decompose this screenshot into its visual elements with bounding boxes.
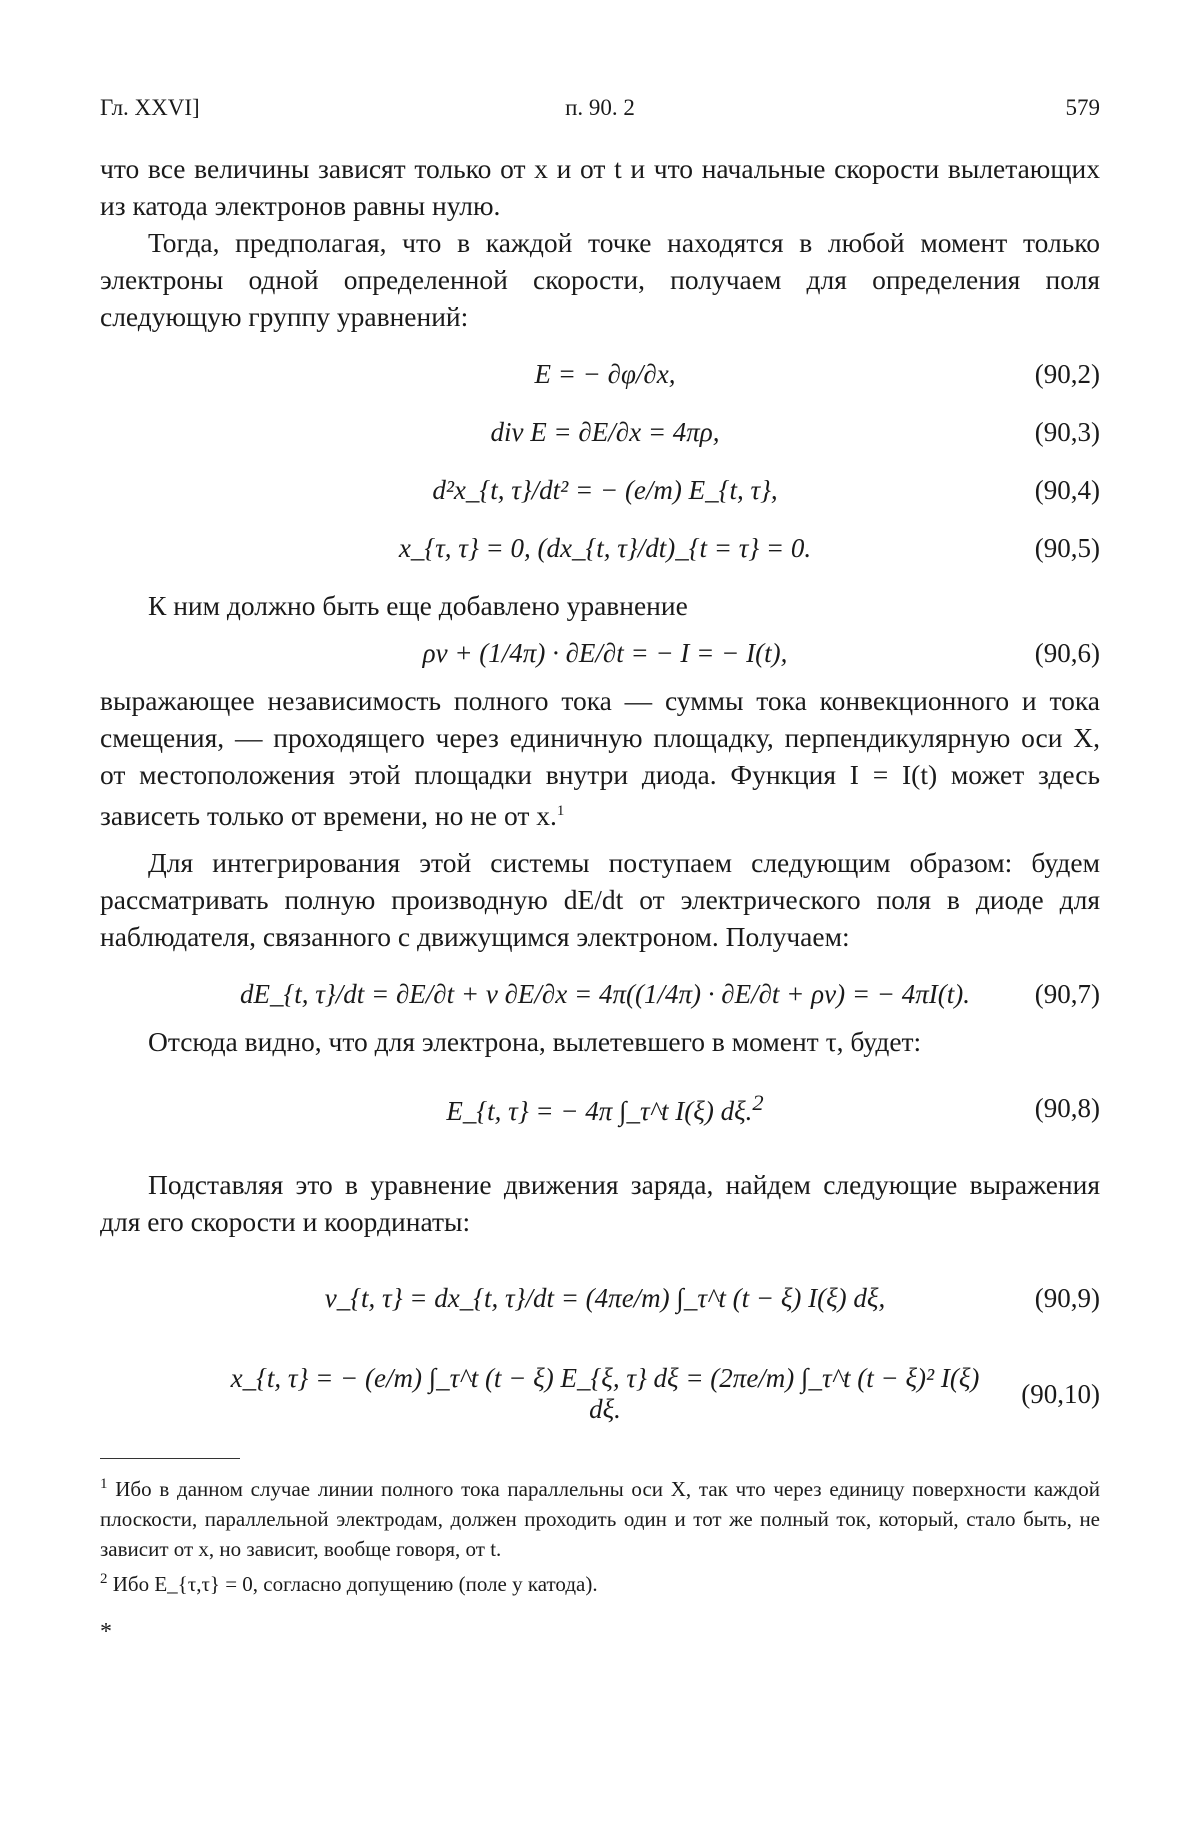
paragraph-1: что все величины зависят только от x и от t и что начальные скорости вылетающих из катода электронов равны нулю. bbox=[100, 153, 1100, 221]
equation-formula: x_{τ, τ} = 0, (dx_{t, τ}/dt)_{t = τ} = 0. bbox=[398, 532, 812, 563]
equation-formula: div E = ∂E/∂x = 4πρ, bbox=[490, 416, 720, 447]
equation-number: (90,5) bbox=[1034, 532, 1100, 563]
running-header bbox=[100, 95, 1100, 127]
equation-number: (90,7) bbox=[1034, 978, 1100, 1009]
equation-number: (90,8) bbox=[1034, 1092, 1100, 1123]
paragraph-2: Тогда, предполагая, что в каждой точке находятся в любой момент только электроны одной определенной скорости, получаем для определения поля следующую группу уравнений: bbox=[100, 227, 1100, 332]
paragraph-5: Для интегрирования этой системы поступаем следующим образом: будем рассматривать полную производную dE/dt от электрического поля в диоде для наблюдателя, связанного с движущимся электроном. Получаем: bbox=[100, 847, 1100, 953]
footnote-1 bbox=[100, 1469, 1100, 1564]
footnote-ref-1: 1 bbox=[556, 803, 565, 819]
equation-90-7 bbox=[100, 965, 1100, 1023]
equation-90-2 bbox=[100, 345, 1100, 403]
equation-90-6 bbox=[100, 624, 1100, 682]
equation-formula: v_{t, τ} = dx_{t, τ}/dt = (4πe/m) ∫_τ^t (t − ξ) I(ξ) dξ, bbox=[324, 1282, 886, 1313]
footnote-2 bbox=[100, 1564, 1100, 1599]
footnote-mark: 1 bbox=[100, 1476, 108, 1493]
equation-formula bbox=[100, 1090, 990, 1127]
page-number: 579 bbox=[1065, 95, 1100, 120]
page-body bbox=[100, 150, 1100, 1646]
footnote-text: Ибо E_{τ,τ} = 0, согласно допущению (поле у катода). bbox=[112, 1572, 598, 1597]
paragraph-6: Отсюда видно, что для электрона, вылетевшего в момент τ, будет: bbox=[148, 1026, 922, 1058]
equation-number: (90,4) bbox=[1034, 474, 1100, 505]
equation-number: (90,2) bbox=[1034, 358, 1100, 389]
equation-number: (90,10) bbox=[1021, 1378, 1100, 1409]
equation-90-9 bbox=[100, 1250, 1100, 1346]
paragraph-3: К ним должно быть еще добавлено уравнение bbox=[148, 590, 688, 621]
equation-number: (90,6) bbox=[1034, 637, 1100, 668]
paragraph-4 bbox=[100, 682, 1100, 834]
chapter-label: Гл. XXVI] bbox=[100, 95, 200, 120]
equation-90-4 bbox=[100, 461, 1100, 519]
equation-formula: ρv + (1/4π) · ∂E/∂t = − I = − I(t), bbox=[422, 637, 788, 668]
equation-number: (90,9) bbox=[1034, 1282, 1100, 1313]
paragraph-4-text: выражающее независимость полного тока — суммы тока конвекционного и тока смещения, — проходящего через единичную площадку, перпендикулярную оси X, от местоположения этой площадки внутри диода. Функция I = I(t) может здесь зависеть только от времени, но не от x. bbox=[100, 685, 1100, 832]
equation-90-5 bbox=[100, 519, 1100, 577]
paragraph-7: Подставляя это в уравнение движения заряда, найдем следующие выражения для его скорости и координаты: bbox=[100, 1169, 1100, 1238]
equation-formula: x_{t, τ} = − (e/m) ∫_τ^t (t − ξ) E_{ξ, τ} dξ = (2πe/m) ∫_τ^t (t − ξ)² I(ξ) dξ. bbox=[230, 1363, 980, 1425]
equation-90-10 bbox=[100, 1346, 1100, 1442]
equation-90-3 bbox=[100, 403, 1100, 461]
equation-formula: E = − ∂φ/∂x, bbox=[534, 358, 676, 389]
footnote-divider bbox=[100, 1458, 240, 1459]
equation-text: E_{t, τ} = − 4π ∫_τ^t I(ξ) dξ. bbox=[446, 1095, 753, 1126]
footnote-ref-2: 2 bbox=[752, 1089, 764, 1115]
equation-formula: d²x_{t, τ}/dt² = − (e/m) E_{t, τ}, bbox=[432, 474, 778, 505]
equation-90-8 bbox=[100, 1060, 1100, 1156]
footnote-text: Ибо в данном случае линии полного тока параллельны оси X, так что через единицу поверхности каждой плоскости, параллельной электродам, должен проходить один и тот же полный ток, который, стало быть, не зависит от x, но зависит, вообще говоря, от t. bbox=[100, 1477, 1100, 1562]
footnote-mark: 2 bbox=[100, 1571, 108, 1588]
section-label: п. 90. 2 bbox=[565, 95, 635, 120]
bottom-mark: * bbox=[100, 1619, 112, 1646]
equation-formula: dE_{t, τ}/dt = ∂E/∂t + v ∂E/∂x = 4π((1/4π) · ∂E/∂t + ρv) = − 4πI(t). bbox=[239, 978, 971, 1009]
equation-number: (90,3) bbox=[1034, 416, 1100, 447]
